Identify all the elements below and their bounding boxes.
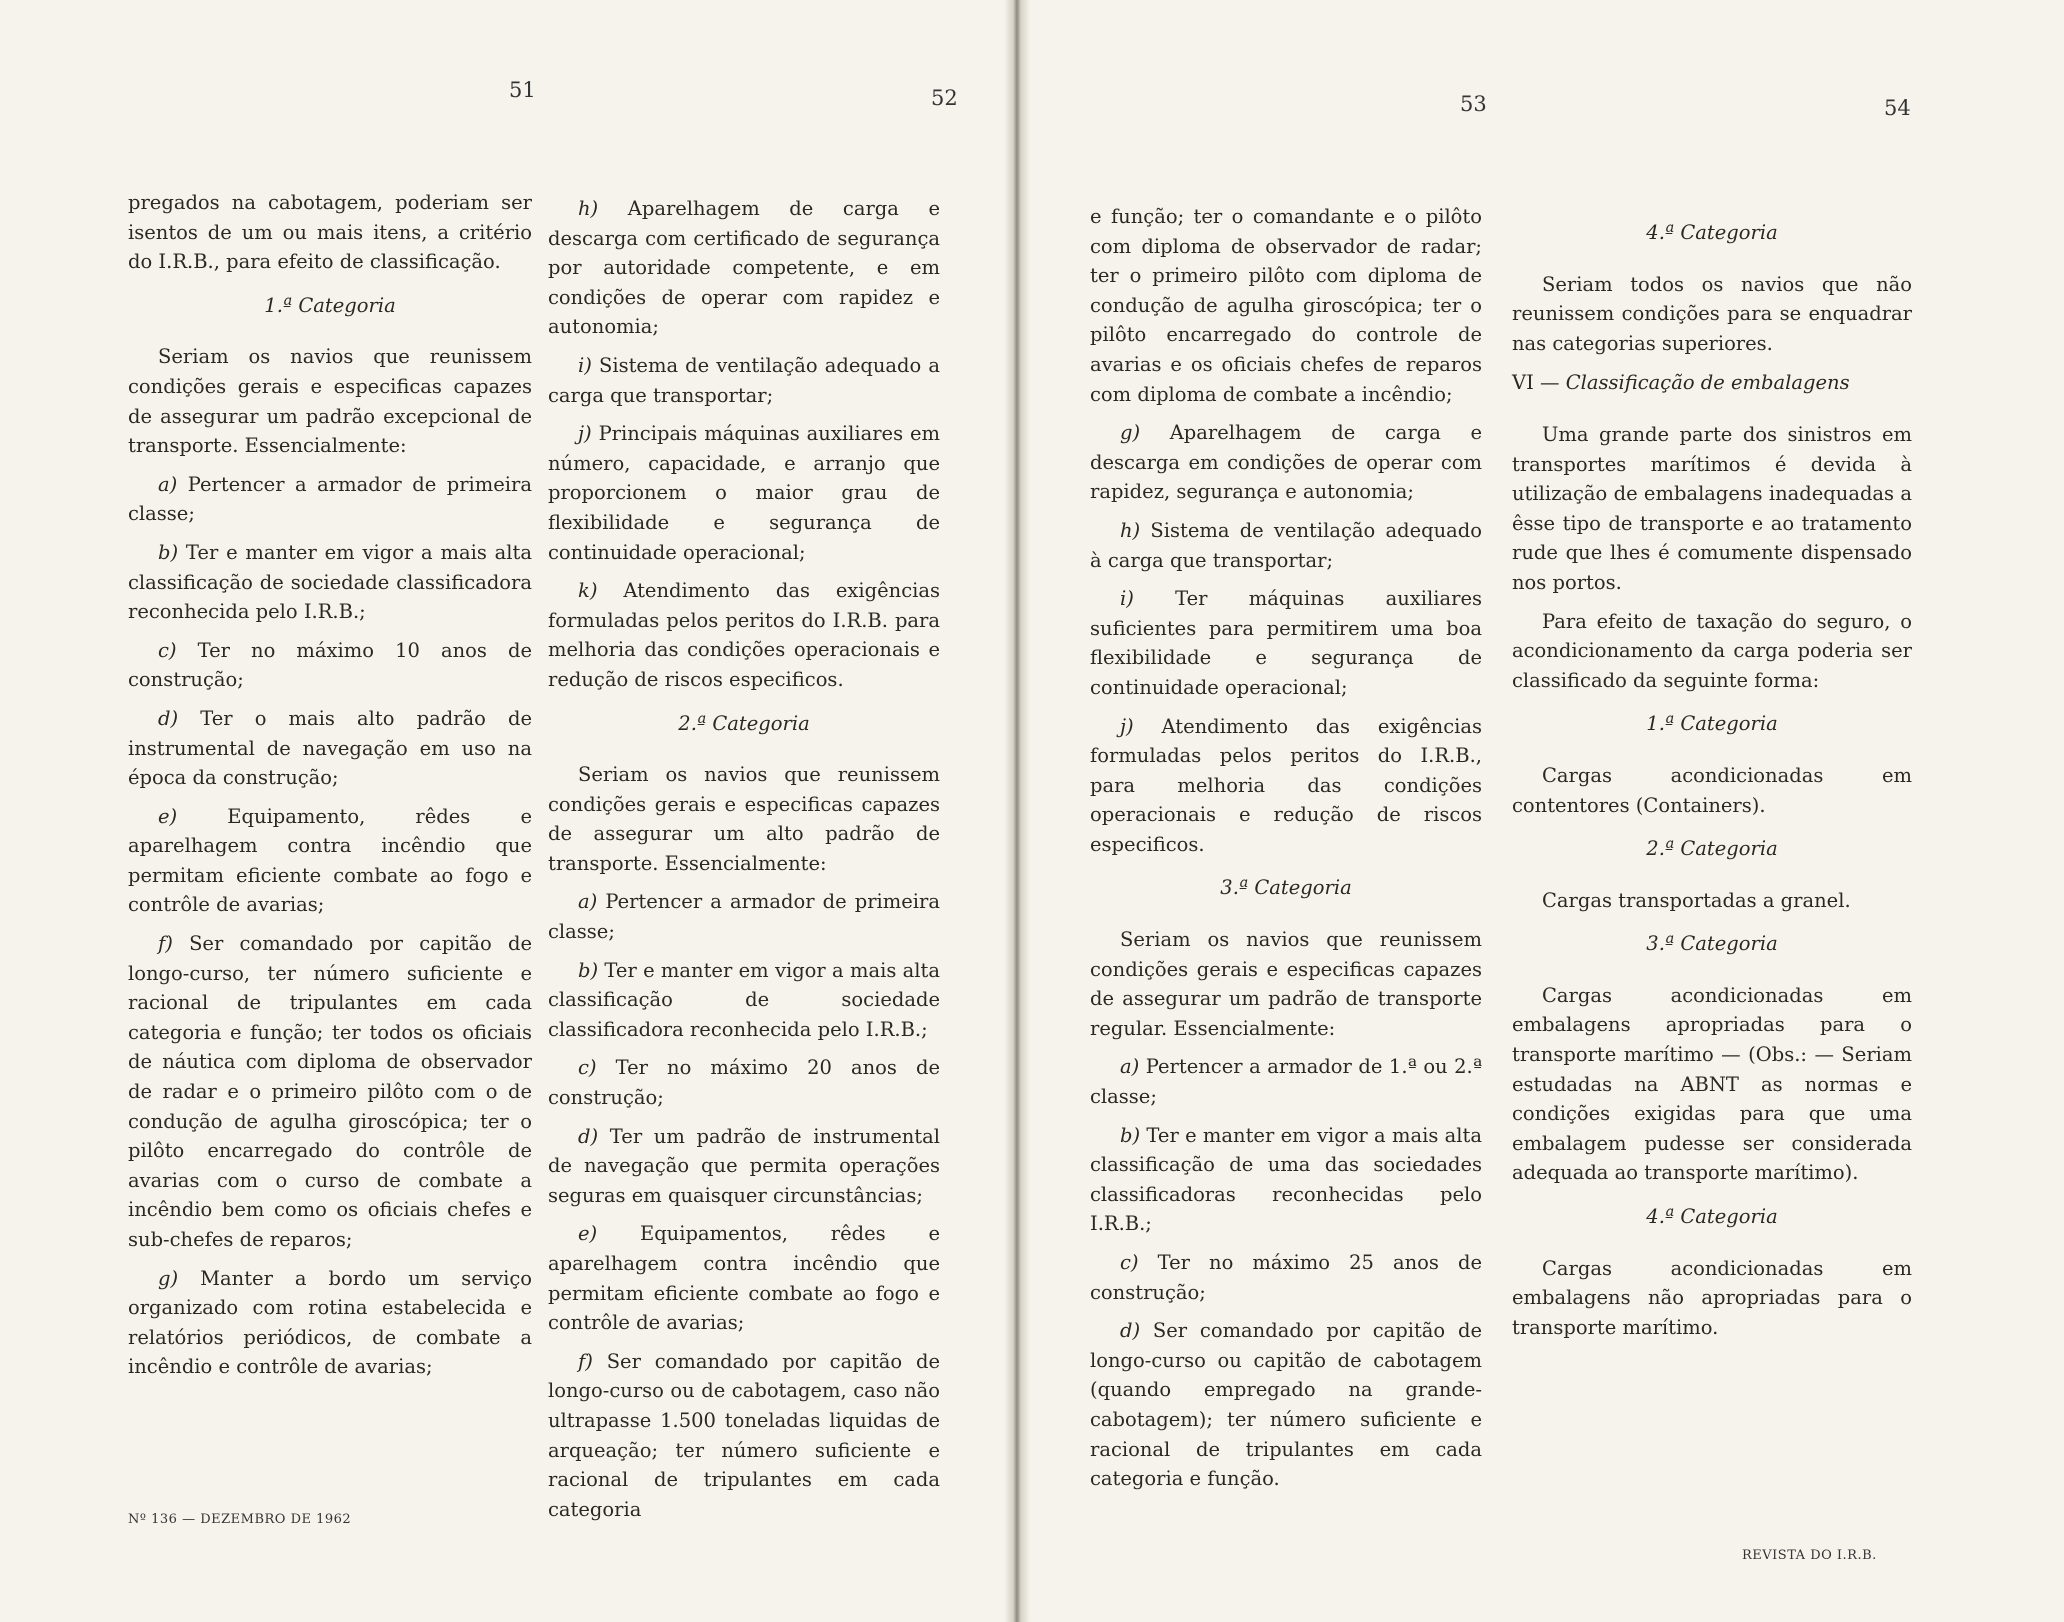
cargo-category-text: Cargas acondicionadas em embalagens não apropriadas para o transporte marítimo. <box>1512 1256 1912 1339</box>
page-51-column <box>128 188 532 1391</box>
cargo-category-heading: 2.ª Categoria <box>1646 837 1778 861</box>
footer-journal: REVISTA DO I.R.B. <box>1742 1548 1877 1563</box>
list-item: a) Pertencer a armador de 1.ª ou 2.ª classe; <box>1090 1055 1483 1109</box>
cargo-category-text: Cargas acondicionadas em contentores (Containers). <box>1512 763 1912 817</box>
list-item: f) Ser comandado por capitão de longo-curso ou de cabotagem, caso não ultrapasse 1.500 toneladas liquidas de arqueação; ter número suficiente e racional de tripulantes em cada categoria <box>548 1349 941 1521</box>
page-54-para: Para efeito de taxação do seguro, o acondicionamento da carga poderia ser classificado da seguinte forma: <box>1512 609 1912 692</box>
list-item: j) Atendimento das exigências formuladas pelos peritos do I.R.B., para melhoria das condições operacionais e redução de riscos especificos. <box>1090 714 1482 856</box>
list-item: c) Ter no máximo 20 anos de construção; <box>548 1056 940 1110</box>
list-item: e) Equipamentos, rêdes e aparelhagem contra incêndio que permitam eficiente combate ao fogo e contrôle de avarias; <box>548 1222 940 1335</box>
list-item: j) Principais máquinas auxiliares em número, capacidade, e arranjo que proporcionem o maior grau de flexibilidade e segurança de continuidade operacional; <box>548 422 940 564</box>
page-number-54: 54 <box>1884 96 1911 120</box>
list-item: b) Ter e manter em vigor a mais alta classificação de sociedade classificadora reconhecida pelo I.R.B.; <box>128 540 532 624</box>
page-54-column <box>1512 204 1912 1351</box>
list-item: h) Aparelhagem de carga e descarga com certificado de segurança por autoridade competente, e em condições de operar com rapidez e autonomia; <box>548 197 940 339</box>
page-53-intro: e função; ter o comandante e o pilôto com diploma de observador de radar; ter o primeiro pilôto com diploma de condução de agulha giroscópica; ter o pilôto encarregado do controle de avarias e os oficiais chefes de reparos com diploma de combate a incêndio; <box>1090 205 1482 406</box>
list-item: i) Sistema de ventilação adequado a carga que transportar; <box>548 353 940 407</box>
page-54-para: Uma grande parte dos sinistros em transportes marítimos é devida à utilização de embalagens inadequadas a êsse tipo de transporte e ao tratamento rude que lhes é comumente dispensado nos portos. <box>1512 422 1912 594</box>
list-item: b) Ter e manter em vigor a mais alta classificação de sociedade classificadora reconhecida pelo I.R.B.; <box>548 958 940 1041</box>
footer-issue: Nº 136 — DEZEMBRO DE 1962 <box>128 1512 352 1527</box>
page-number-53: 53 <box>1460 92 1487 116</box>
list-item: c) Ter no máximo 25 anos de construção; <box>1090 1251 1482 1304</box>
list-item: d) Ter um padrão de instrumental de navegação que permita operações seguras em quaisquer circunstâncias; <box>548 1124 940 1207</box>
page-number-52: 52 <box>931 86 958 110</box>
page-52-heading: 2.ª Categoria <box>678 711 810 735</box>
list-item: f) Ser comandado por capitão de longo-curso, ter número suficiente e racional de tripulantes em cada categoria e função; ter todos os oficiais de náutica com diploma de observador de radar e o primeiro pilôto com o de condução de agulha giroscópica; ter o pilôto encarregado do contrôle de avarias com o curso de combate a incêndio bem como os oficiais chefes e sub-chefes de reparos; <box>128 932 532 1251</box>
list-item: k) Atendimento das exigências formuladas pelos peritos do I.R.B. para melhoria das condições operacionais e redução de riscos especificos. <box>548 579 941 691</box>
page-53-heading: 3.ª Categoria <box>1220 876 1352 900</box>
page-51-lead: Seriam os navios que reunissem condições gerais e especificas capazes de assegurar um padrão excepcional de transporte. Essencialmente: <box>128 345 532 458</box>
list-item: a) Pertencer a armador de primeira classe; <box>128 472 532 526</box>
list-item: c) Ter no máximo 10 anos de construção; <box>128 638 532 692</box>
list-item: h) Sistema de ventilação adequado à carga que transportar; <box>1090 518 1483 572</box>
page-54-para: Seriam todos os navios que não reunissem condições para se enquadrar nas categorias superiores. <box>1512 272 1912 355</box>
page-52-column <box>548 194 940 1533</box>
list-item: g) Aparelhagem de carga e descarga em condições de operar com rapidez, segurança e autonomia; <box>1090 421 1482 504</box>
list-item: b) Ter e manter em vigor a mais alta classificação de uma das sociedades classificadoras reconhecidas pelo I.R.B.; <box>1090 1123 1482 1236</box>
page-51-heading: 1.ª Categoria <box>264 293 396 317</box>
list-item: d) Ter o mais alto padrão de instrumental de navegação em uso na época da construção; <box>128 706 533 790</box>
cargo-category-heading: 1.ª Categoria <box>1646 712 1778 736</box>
page-number-51: 51 <box>509 78 536 102</box>
list-item: g) Manter a bordo um serviço organizado com rotina estabelecida e relatórios periódicos, de combate a incêndio e contrôle de avarias; <box>128 1266 532 1379</box>
page-53-column <box>1090 202 1482 1503</box>
cargo-category-text: Cargas transportadas a granel. <box>1542 888 1851 912</box>
page-54-heading-4th-category: 4.ª Categoria <box>1646 221 1778 244</box>
page-51-intro: pregados na cabotagem, poderiam ser isentos de um ou mais itens, a critério do I.R.B., para efeito de classificação. <box>128 191 532 274</box>
page-53-lead: Seriam os navios que reunissem condições gerais e especificas capazes de assegurar um padrão de transporte regular. Essencialmente: <box>1090 928 1482 1040</box>
cargo-category-text: Cargas acondicionadas em embalagens apropriadas para o transporte marítimo — (Obs.: — Seriam estudadas na ABNT as normas e condições exigidas para que uma embalagem pudesse ser considerada adequada ao transporte marítimo). <box>1512 983 1912 1185</box>
page-52-lead: Seriam os navios que reunissem condições gerais e especificas capazes de assegurar um alto padrão de transporte. Essencialmente: <box>548 763 940 875</box>
list-item: i) Ter máquinas auxiliares suficientes para permitirem uma boa flexibilidade e segurança de continuidade operacional; <box>1090 587 1482 699</box>
section-heading: VI — Classificação de embalagens <box>1512 371 1850 395</box>
cargo-category-heading: 4.ª Categoria <box>1646 1205 1778 1229</box>
list-item: d) Ser comandado por capitão de longo-curso ou capitão de cabotagem (quando empregado na grande-cabotagem); ter número suficiente e racional de tripulantes em cada categoria e função. <box>1090 1319 1482 1491</box>
book-gutter <box>1004 0 1030 1622</box>
cargo-category-heading: 3.ª Categoria <box>1646 932 1778 956</box>
list-item: e) Equipamento, rêdes e aparelhagem contra incêndio que permitam eficiente combate ao fogo e contrôle de avarias; <box>128 804 532 917</box>
list-item: a) Pertencer a armador de primeira classe; <box>548 890 940 944</box>
